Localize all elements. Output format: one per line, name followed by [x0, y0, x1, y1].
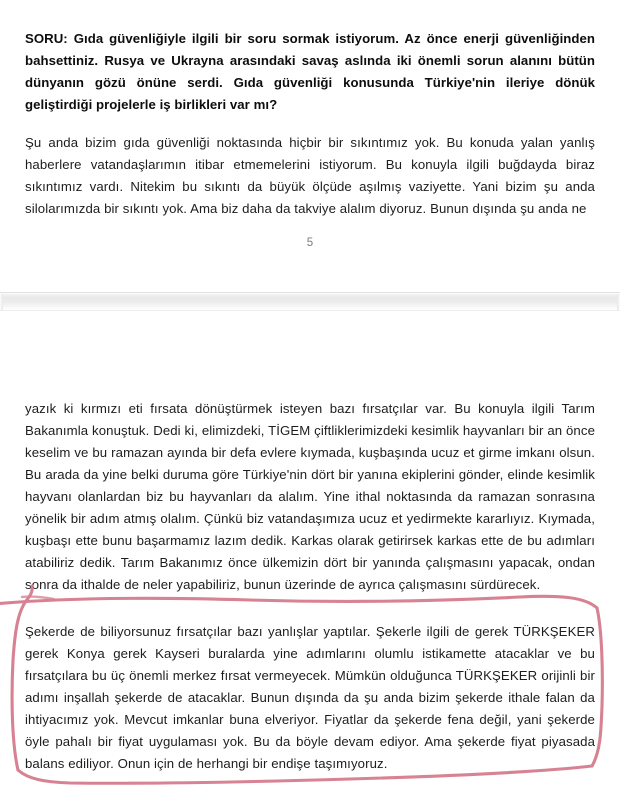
page-2-text-block	[25, 398, 595, 775]
answer-paragraph-2: yazık ki kırmızı eti fırsata dönüştürmek isteyen bazı fırsatçılar var. Bu konuyla ilgili Tarım Bakanımla konuştuk. Dedi ki, elimizdeki, TİGEM çiftliklerimizdeki kesimlik hayvanları bir an önce keselim ve bu ramazan ayında bir defa evlere kıymada, kuşbaşında ucuz et girme imkanı olsun. Bu arada da yine belki duruma göre Türkiye'nin dört bir yanına ekiplerini gönder, elinde kesimlik hayvanı olanlardan biz bu hayvanları da alalım. Yine ithal noktasında da ramazan sonrasına yönelik bir adım atmış olalım. Çünkü biz vatandaşımıza ucuz et yedirmekte kararlıyız. Kıymada, kuşbaşı ette bunu başarmamız lazım dedik. Karkas olarak getirirsek karkas ette de bu adımları atabiliriz dedik. Tarım Bakanımız önce ülkemizin dört bir yanında çalışmasını yapacak, ondan sonra da ithalde de neler yapabiliriz, bunun üzerinde de ayrıca çalışmasını sürdürecek.	[25, 401, 595, 592]
question-paragraph: SORU: Gıda güvenliğiyle ilgili bir soru sormak istiyorum. Az önce enerji güvenliğinden bahsettiniz. Rusya ve Ukrayna arasındaki savaş aslında iki önemli sorun alanını bütün dünyanın gözü önüne serdi. Gıda güvenliği konusunda Türkiye'nin ileriye dönük geliştirdiği projelerle iş birlikleri var mı?	[25, 31, 595, 112]
highlighted-paragraph: Şekerde de biliyorsunuz fırsatçılar bazı yanlışlar yaptılar. Şekerle ilgili de gerek TÜRKŞEKER gerek Konya gerek Kayseri buralarda yine adımlarını olumlu istikamette atacaklar ve bu fırsatçılara bu üç önemli merkez fırsat vermeyecek. Mümkün olduğunca TÜRKŞEKER orijinli bir adımı inşallah şekerde de atacaklar. Bunun dışında da şu anda bizim şekerde ithale falan da ihtiyacımız yok. Mevcut imkanlar buna elveriyor. Fiyatlar da şekerde fena değil, yani şekerde öyle pahalı bir fiyat uygulaması yok. Bu da böyle devam ediyor. Ama şekerde fiyat piyasada balans ediliyor. Onun için de herhangi bir endişe taşımıyoruz.	[25, 624, 595, 771]
page-number-label: 5	[306, 237, 314, 249]
page-separator	[0, 292, 620, 311]
answer-paragraph-1: Şu anda bizim gıda güvenliği noktasında hiçbir bir sıkıntımız yok. Bu konuda yalan yanlış haberlere vatandaşlarımın itibar etmemelerini istiyorum. Bu konuyla ilgili buğdayda biraz sıkıntımız vardı. Nitekim bu sıkıntı da büyük ölçüde aşılmış vaziyette. Yani bizim şu anda silolarımızda bir sıkıntı yok. Ama biz daha da takviye alalım diyoruz. Bunun dışında şu anda ne	[25, 135, 595, 216]
document-page-2	[0, 311, 620, 800]
page-1-text-block	[25, 28, 595, 220]
document-page-1	[0, 0, 620, 293]
